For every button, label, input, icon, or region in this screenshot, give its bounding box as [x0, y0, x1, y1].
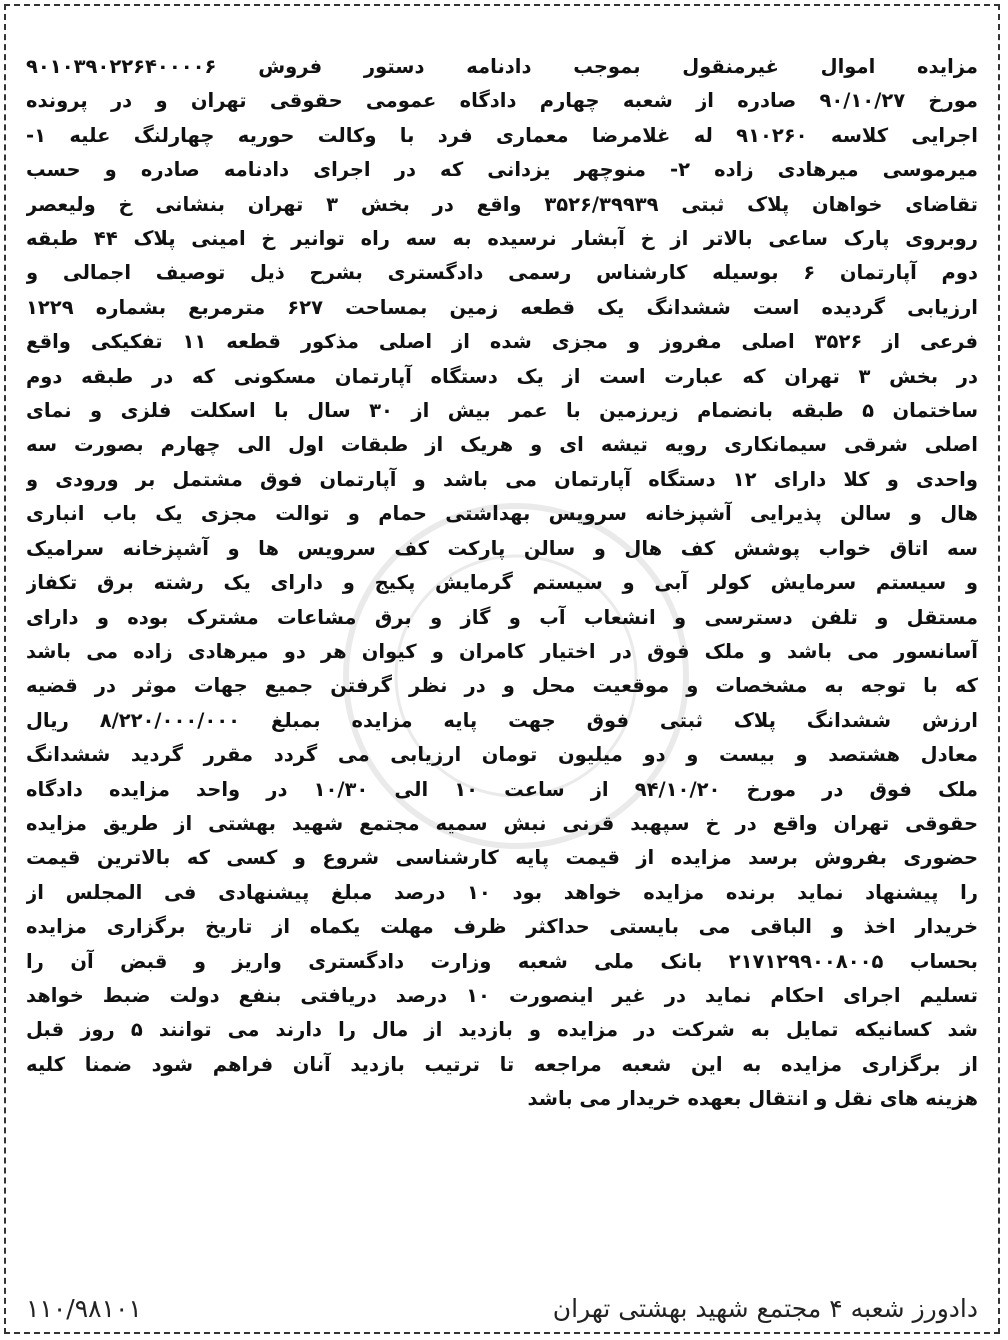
notice-line: اصلی شرقی سیمانکاری رویه تیشه ای و هریک از طبقات اول الی چهارم بصورت سه [26, 433, 978, 457]
notice-line: فرعی از ۳۵۲۶ اصلی مفروز و مجزی شده از اصلی مذکور قطعه ۱۱ تفکیکی واقع [26, 330, 978, 354]
notice-line: تقاضای خواهان پلاک ثبتی ۳۵۲۶/۳۹۹۳۹ واقع در بخش ۳ تهران بنشانی خ ولیعصر [26, 192, 978, 216]
notice-line: روبروی پارک ساعی بالاتر از خ آبشار نرسیده به سه راه توانیر خ امینی پلاک ۴۴ طبقه [26, 227, 978, 251]
notice-line: که با توجه به مشخصات و موقعیت محل و در نظر گرفتن جمیع جهات موثر در قضیه [26, 674, 978, 698]
notice-line: اجرایی کلاسه ۹۱۰۲۶۰ له غلامرضا معماری فرد با وکالت حوریه چهارلنگ علیه ۱- [26, 123, 978, 147]
notice-line: دوم آپارتمان ۶ بوسیله کارشناس رسمی دادگستری بشرح ذیل توصیف اجمالی و [26, 261, 978, 285]
footer-signature: دادورز شعبه ۴ مجتمع شهید بهشتی تهران [552, 1293, 978, 1323]
notice-line: مزایده اموال غیرمنقول بموجب دادنامه دستور فروش ۹۰۱۰۳۹۰۲۲۶۴۰۰۰۰۶ [26, 55, 978, 78]
notice-line: مستقل و تلفن دسترسی و انشعاب آب و گاز و برق مشاعات مشترک بوده و دارای [26, 605, 978, 629]
notice-line: تسلیم اجرای احکام نماید در غیر اینصورت ۱۰ درصد دریافتی بنفع دولت ضبط خواهد [26, 983, 978, 1007]
notice-line: و سیستم سرمایش کولر آبی و سیستم گرمایش پکیج و دارای یک رشته برق تکفاز [26, 571, 978, 595]
notice-line: از برگزاری مزایده به این شعبه مراجعه تا ترتیب بازدید آنان فراهم شود ضمنا کلیه [26, 1052, 978, 1076]
footer-reference-number: ۱۱۰/۹۸۱۰۱ [26, 1293, 142, 1323]
notice-line: مورخ ۹۰/۱۰/۲۷ صادره از شعبه چهارم دادگاه عمومی حقوقی تهران و در پرونده [26, 89, 978, 113]
notice-line: خریدار اخذ و الباقی می بایستی حداکثر ظرف مهلت یکماه از تاریخ برگزاری مزایده [26, 915, 978, 939]
notice-line: بحساب ۲۱۷۱۲۹۹۰۰۸۰۰۵ بانک ملی شعبه وزارت دادگستری واریز و قبض آن را [26, 949, 978, 973]
notice-line: معادل هشتصد و بیست و دو میلیون تومان ارزیابی می گردد مقرر گردید ششدانگ [26, 743, 978, 767]
notice-line: آسانسور می باشد و ملک فوق در اختیار کامران و کیوان هر دو میرهادی زاده می باشد [26, 639, 978, 663]
notice-line: در بخش ۳ تهران که عبارت است از یک دستگاه آپارتمان مسکونی که در طبقه دوم [26, 364, 978, 388]
notice-line: حقوقی تهران واقع در خ سپهبد قرنی نبش سمیه مجتمع شهید بهشتی از طریق مزایده [26, 811, 978, 835]
notice-line: حضوری بفروش برسد مزایده از قیمت پایه کارشناسی شروع و کسی که بالاترین قیمت [26, 846, 978, 870]
notice-frame [4, 4, 1000, 1334]
notice-line: واحدی و کلا دارای ۱۲ دستگاه آپارتمان می باشد و آپارتمان فوق مشتمل بر ورودی و [26, 467, 978, 491]
notice-line: سه اتاق خواب پوشش کف هال و سالن پارکت کف سرویس ها و آشپزخانه سرامیک [26, 536, 978, 560]
notice-line: میرموسی میرهادی زاده ۲- منوچهر یزدانی که در اجرای دادنامه صادره و حسب [26, 158, 978, 182]
notice-line: ساختمان ۵ طبقه بانضمام زیرزمین با عمر بیش از ۳۰ سال با اسکلت فلزی و نمای [26, 399, 978, 423]
notice-footer [26, 1288, 978, 1328]
notice-line: هزینه های نقل و انتقال بعهده خریدار می باشد [527, 1087, 978, 1111]
notice-line: را پیشنهاد نماید برنده مزایده خواهد بود ۱۰ درصد مبلغ پیشنهادی فی المجلس از [26, 880, 978, 904]
auction-notice-body [26, 50, 978, 1117]
notice-line: شد کسانیکه تمایل به شرکت در مزایده و بازدید از مال را دارند می توانند ۵ روز قبل [26, 1018, 978, 1042]
notice-line: ارزیابی گردیده است ششدانگ یک قطعه زمین بمساحت ۶۲۷ مترمربع بشماره ۱۲۲۹ [26, 295, 978, 319]
notice-line: هال و سالن پذیرایی آشپزخانه سرویس بهداشتی حمام و توالت مجزی یک باب انباری [26, 502, 978, 526]
notice-line: ارزش ششدانگ پلاک ثبتی فوق جهت پایه مزایده بمبلغ ۸/۲۲۰/۰۰۰/۰۰۰ ریال [26, 708, 978, 732]
notice-line: ملک فوق در مورخ ۹۴/۱۰/۲۰ از ساعت ۱۰ الی ۱۰/۳۰ در واحد مزایده دادگاه [26, 777, 978, 801]
